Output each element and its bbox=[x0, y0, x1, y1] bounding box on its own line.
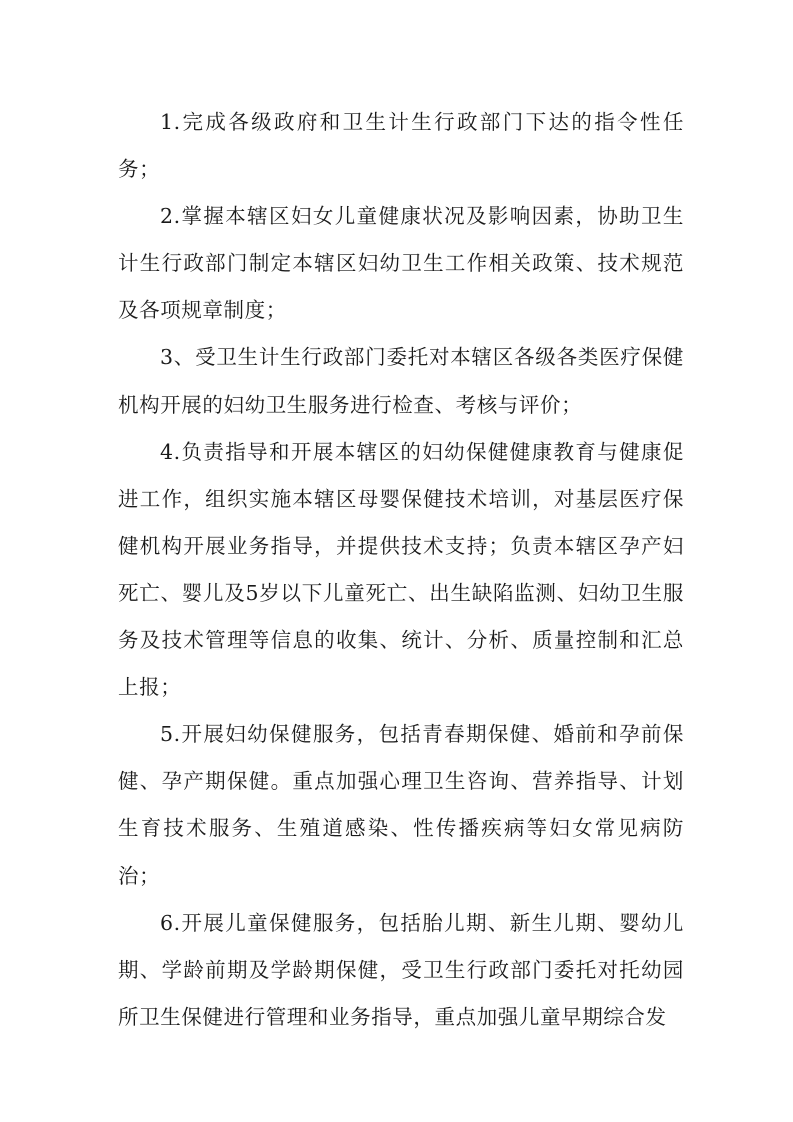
paragraph-3: 3、受卫生计生行政部门委托对本辖区各级各类医疗保健机构开展的妇幼卫生服务进行检查、考核与评价； bbox=[118, 345, 684, 417]
paragraph-4: 4.负责指导和开展本辖区的妇幼保健健康教育与健康促进工作，组织实施本辖区母婴保健技术培训，对基层医疗保健机构开展业务指导，并提供技术支持；负责本辖区孕产妇死亡、婴儿及5岁以下儿童死亡、出生缺陷监测、妇幼卫生服务及技术管理等信息的收集、统计、分析、质量控制和汇总上报； bbox=[118, 439, 684, 700]
document-body bbox=[118, 99, 684, 1041]
paragraph-5: 5.开展妇幼保健服务，包括青春期保健、婚前和孕前保健、孕产期保健。重点加强心理卫生咨询、营养指导、计划生育技术服务、生殖道感染、性传播疾病等妇女常见病防治； bbox=[118, 722, 684, 888]
paragraph-1: 1.完成各级政府和卫生计生行政部门下达的指令性任务； bbox=[118, 110, 684, 182]
paragraph-2: 2.掌握本辖区妇女儿童健康状况及影响因素，协助卫生计生行政部门制定本辖区妇幼卫生工作相关政策、技术规范及各项规章制度； bbox=[118, 204, 684, 323]
paragraph-6: 6.开展儿童保健服务，包括胎儿期、新生儿期、婴幼儿期、学龄前期及学龄期保健，受卫生行政部门委托对托幼园所卫生保健进行管理和业务指导，重点加强儿童早期综合发 bbox=[118, 910, 684, 1029]
